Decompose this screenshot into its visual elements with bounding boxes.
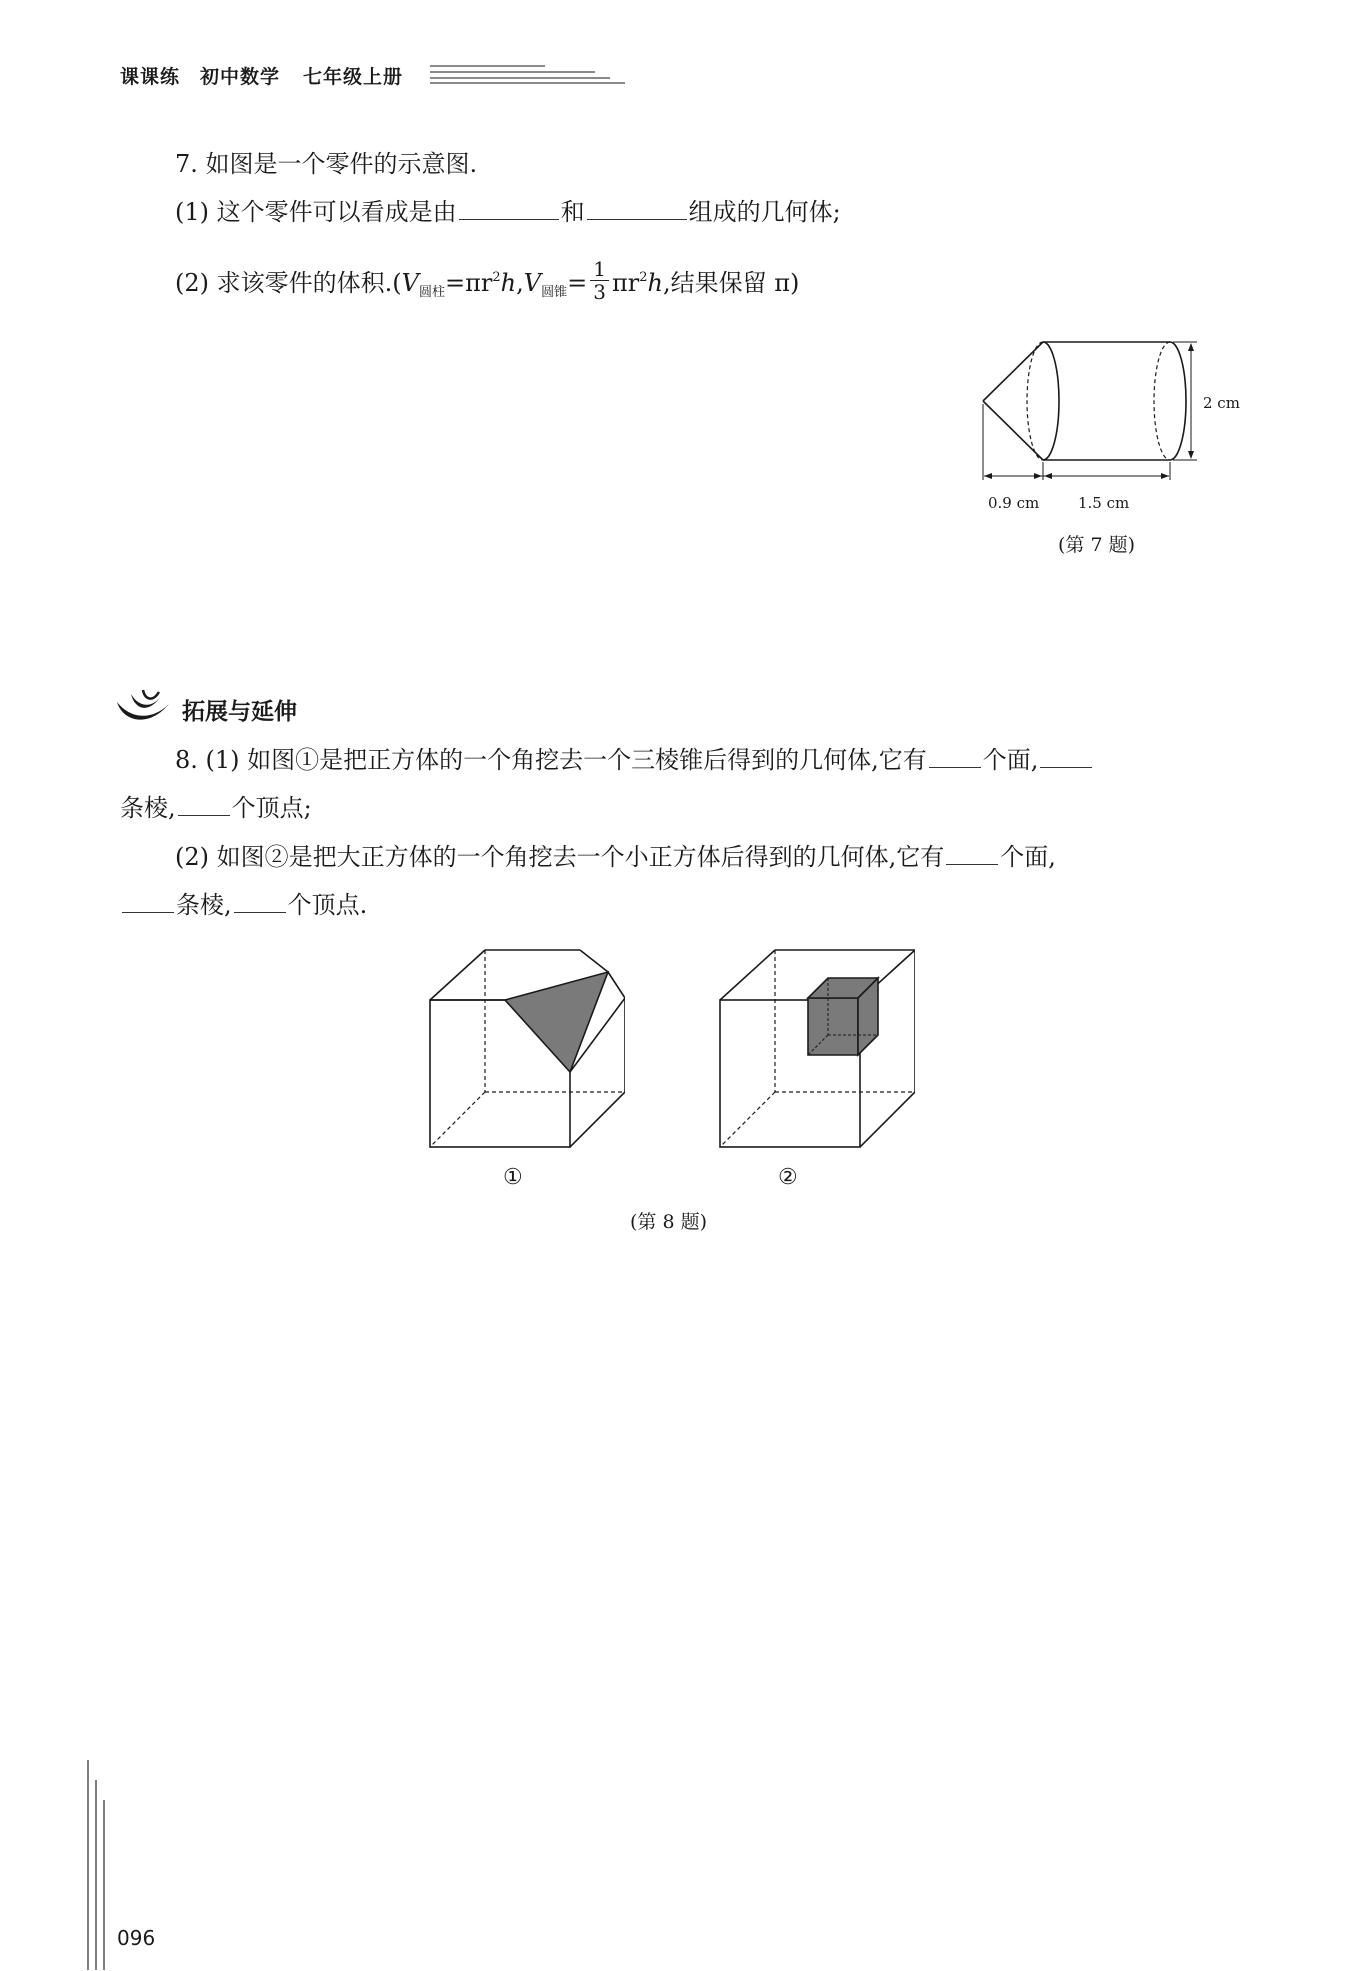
section-swoosh-icon bbox=[113, 688, 175, 730]
q8-line3-text-b: 个面, bbox=[1000, 843, 1056, 871]
q7-figure-cone-cylinder bbox=[975, 330, 1255, 520]
q8-blank-edges-2[interactable] bbox=[122, 911, 174, 913]
volume-symbol-cone: V bbox=[523, 269, 542, 297]
q7-part1 bbox=[175, 200, 841, 224]
q7-part2 bbox=[175, 257, 800, 307]
q8-blank-edges-1[interactable] bbox=[1040, 766, 1092, 768]
height-symbol-cone: h bbox=[647, 269, 663, 297]
q7-blank-2[interactable] bbox=[587, 218, 687, 220]
height-symbol-cyl: h bbox=[500, 269, 517, 297]
q8-figure-1-cube-cut-pyramid bbox=[425, 940, 625, 1155]
q8-line3-text-a: (2) 如图②是把大正方体的一个角挖去一个小正方体后得到的几何体,它有 bbox=[175, 843, 945, 871]
q8-line1 bbox=[175, 748, 1094, 772]
q7-dim-cylinder-length: 1.5 cm bbox=[1078, 494, 1130, 512]
square-cyl: 2 bbox=[492, 270, 501, 285]
q8-caption: (第 8 题) bbox=[630, 1211, 707, 1233]
q7-blank-1[interactable] bbox=[459, 218, 559, 220]
q8-line4-text-a: 条棱, bbox=[176, 891, 232, 919]
fraction-numerator: 1 bbox=[590, 258, 609, 281]
q7-part1-text-b: 和 bbox=[560, 198, 585, 226]
header-book: 课课练 bbox=[120, 66, 181, 88]
formula-cone-eq: = bbox=[567, 269, 588, 297]
q8-figure-2-label: ② bbox=[778, 1165, 798, 1190]
q8-blank-vertices-1[interactable] bbox=[178, 814, 230, 816]
q8-line4 bbox=[120, 893, 367, 917]
q7-part1-text-c: 组成的几何体; bbox=[688, 198, 841, 226]
q8-line1-text-a: 8. (1) 如图①是把正方体的一个角挖去一个三棱锥后得到的几何体,它有 bbox=[175, 746, 927, 774]
q7-dim-cone-length: 0.9 cm bbox=[988, 494, 1040, 512]
fraction-one-third bbox=[590, 258, 609, 303]
q8-line3 bbox=[175, 845, 1056, 869]
section-title: 拓展与延伸 bbox=[182, 699, 297, 725]
subscript-cylinder: 圆柱 bbox=[418, 285, 445, 300]
q8-blank-faces-1[interactable] bbox=[929, 766, 981, 768]
subscript-cone: 圆锥 bbox=[541, 285, 568, 300]
q8-blank-faces-2[interactable] bbox=[946, 863, 998, 865]
q7-stem: 7. 如图是一个零件的示意图. bbox=[175, 150, 478, 178]
header-subject: 初中数学 bbox=[200, 66, 281, 88]
q7-part1-text-a: (1) 这个零件可以看成是由 bbox=[175, 198, 457, 226]
q7-caption: (第 7 题) bbox=[1058, 534, 1135, 556]
q8-line2-text-b: 个顶点; bbox=[231, 794, 312, 822]
formula-tail: ,结果保留 π) bbox=[662, 269, 800, 297]
q7-dim-height: 2 cm bbox=[1203, 394, 1240, 412]
q8-figure-2-cube-cut-cube bbox=[715, 940, 915, 1155]
header-grade: 七年级上册 bbox=[303, 66, 404, 88]
page-number: 096 bbox=[117, 1926, 156, 1950]
q8-figure-1-label: ① bbox=[503, 1165, 523, 1190]
fraction-denominator: 3 bbox=[593, 280, 606, 304]
q8-line2 bbox=[120, 796, 312, 820]
formula-cone-pir: πr bbox=[611, 269, 640, 297]
q8-line2-text-a: 条棱, bbox=[120, 794, 176, 822]
q7-part2-text: (2) 求该零件的体积.( bbox=[175, 269, 402, 297]
q8-line1-text-b: 个面, bbox=[982, 746, 1039, 774]
q8-line4-text-b: 个顶点. bbox=[287, 891, 368, 919]
q8-blank-vertices-2[interactable] bbox=[234, 911, 286, 913]
footer-margin-lines bbox=[85, 1760, 111, 1970]
volume-symbol-cyl: V bbox=[401, 269, 419, 297]
header-decoration-lines bbox=[425, 62, 625, 86]
formula-separator: , bbox=[516, 269, 524, 297]
formula-cyl-eq: =πr bbox=[444, 269, 493, 297]
square-cone: 2 bbox=[639, 270, 648, 285]
